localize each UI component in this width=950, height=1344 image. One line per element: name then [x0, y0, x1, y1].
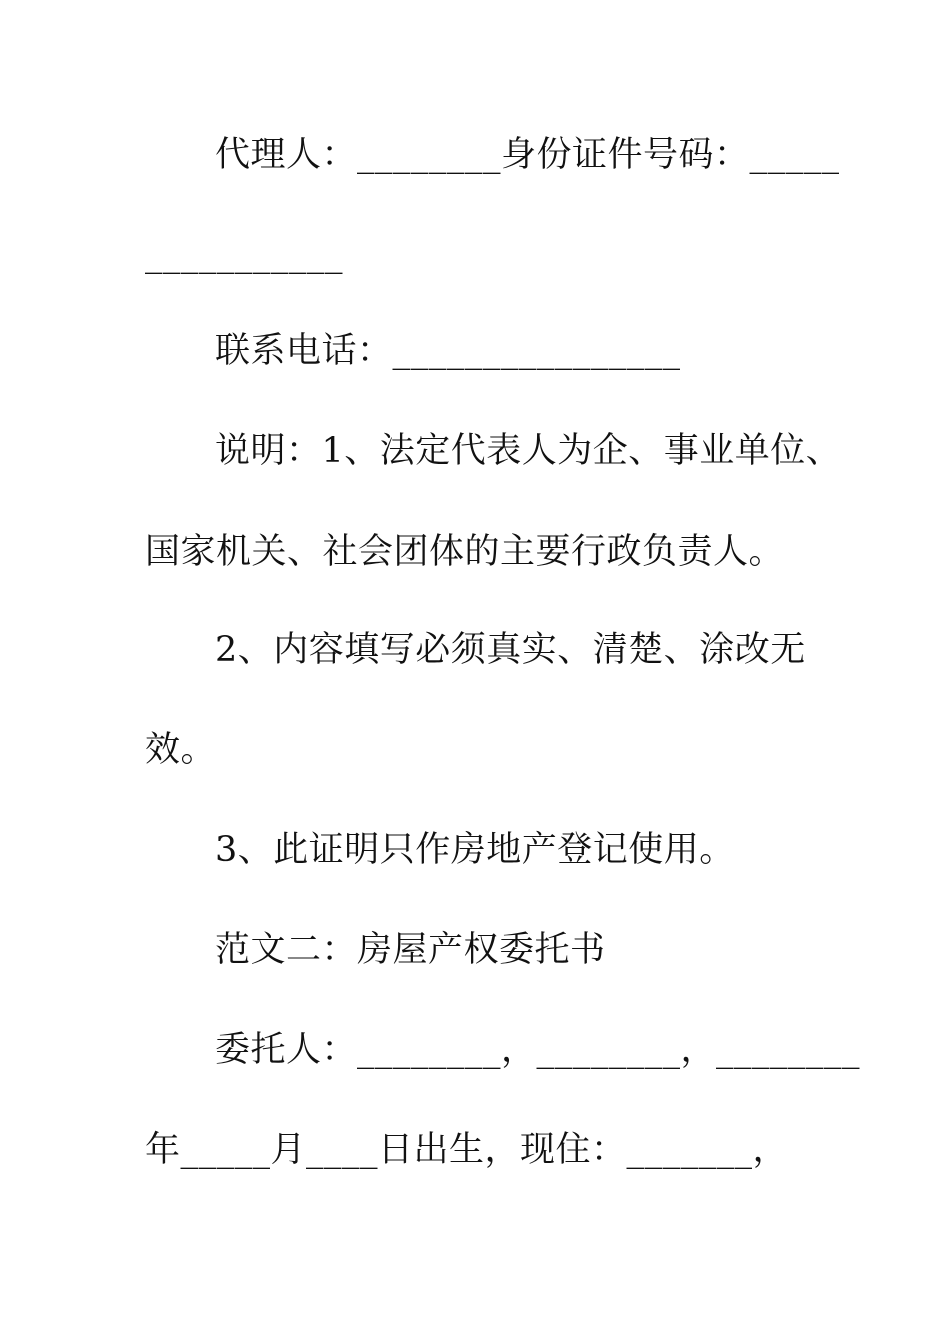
principal-birth-address-line: 年_____月____日出生，现住：_______，: [145, 1130, 789, 1170]
note-3-line: 3、此证明只作房地产登记使用。: [215, 830, 735, 870]
sample-2-heading: 范文二：房屋产权委托书: [215, 930, 606, 970]
contact-phone-line: 联系电话：________________: [215, 331, 681, 371]
agent-id-continuation: ___________: [145, 235, 343, 275]
note-1-continuation: 国家机关、社会团体的主要行政负责人。: [145, 532, 785, 572]
note-2-continuation: 效。: [145, 730, 217, 770]
note-2-line: 2、内容填写必须真实、清楚、涂改无: [215, 630, 806, 670]
note-1-line: 说明：1、法定代表人为企、事业单位、: [215, 431, 842, 471]
agent-id-line: 代理人：________身份证件号码：_____: [215, 135, 840, 175]
principal-line: 委托人：________，________，________: [215, 1030, 861, 1070]
